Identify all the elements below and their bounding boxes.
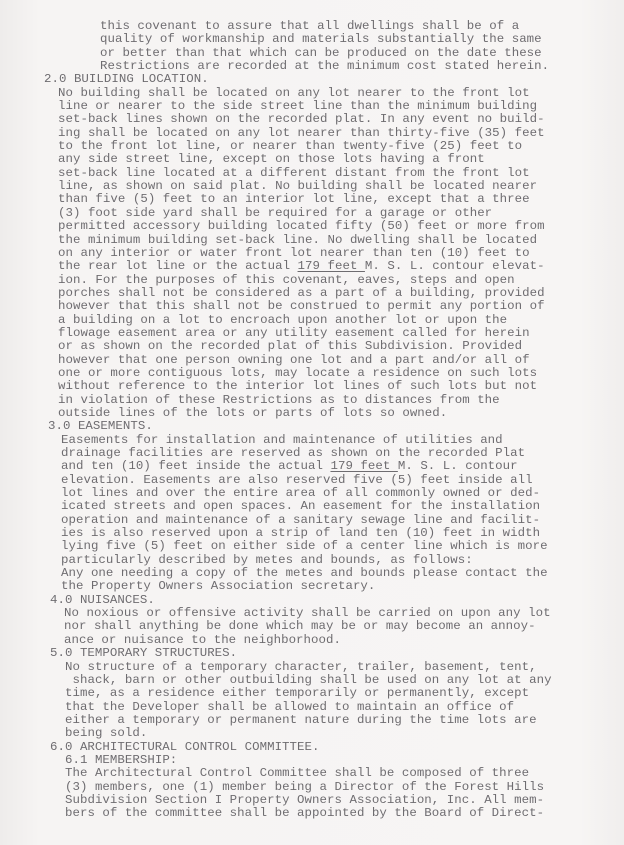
document-body xyxy=(0,20,624,821)
text-line: elevation. Easements are also reserved five (5) feet inside all xyxy=(61,472,533,487)
section-heading: 4.0 NUISANCES. xyxy=(50,592,155,607)
text-line: to the front lot line, or nearer than twenty-five (25) feet to xyxy=(58,139,523,154)
text-line: icated streets and open spaces. An easement for the installation xyxy=(61,499,541,514)
text-line: any side street line, except on those lots having a front xyxy=(58,152,485,167)
text-line: flowage easement area or any utility easement called for herein xyxy=(58,325,530,340)
text-line: (3) foot side yard shall be required for a garage or other xyxy=(58,205,493,220)
text-line: No building shall be located on any lot nearer to the front lot xyxy=(58,85,530,100)
text-line: lying five (5) feet on either side of a center line which is more xyxy=(61,539,548,554)
section-nuisances xyxy=(0,594,624,647)
text-line: Subdivision Section I Property Owners Association, Inc. All mem- xyxy=(65,792,545,807)
text-line: No structure of a temporary character, trailer, basement, tent, xyxy=(65,659,537,674)
text-line: No noxious or offensive activity shall be carried on upon any lot xyxy=(64,606,551,621)
text-line: in violation of these Restrictions as to distances from the xyxy=(58,392,500,407)
section-temporary-structures xyxy=(0,647,624,740)
intro-paragraph xyxy=(0,20,624,73)
text-line: set-back lines shown on the recorded plat. In any event no build- xyxy=(58,112,545,127)
section-heading: 2.0 BUILDING LOCATION. xyxy=(44,72,209,87)
text-line: lot lines and over the entire area of all commonly owned or ded- xyxy=(61,486,541,501)
text-line: ing shall be located on any lot nearer than thirty-five (35) feet xyxy=(58,125,545,140)
section-building-location xyxy=(0,73,624,420)
text-line: being sold. xyxy=(65,726,148,741)
text-line: a building on a lot to encroach upon another lot or upon the xyxy=(58,312,508,327)
text-line: ies is also reserved upon a strip of land ten (10) feet in width xyxy=(61,526,541,541)
text-segment: the rear lot line or the actual xyxy=(58,259,298,274)
text-line: Restrictions are recorded at the minimum cost stated herein. xyxy=(100,59,550,74)
text-line: quality of workmanship and materials substantially the same xyxy=(100,32,542,47)
subsection-heading: 6.1 MEMBERSHIP: xyxy=(65,752,178,767)
text-line: Any one needing a copy of the metes and bounds please contact the xyxy=(61,566,548,581)
text-line: outside lines of the lots or parts of lots so owned. xyxy=(58,405,448,420)
text-line: drainage facilities are reserved as shown on the recorded Plat xyxy=(61,446,526,460)
text-line: the minimum building set-back line. No dwelling shall be located xyxy=(58,232,538,247)
section-heading: 3.0 EASEMENTS. xyxy=(48,419,153,434)
text-line: set-back line located at a different distant from the front lot xyxy=(58,165,530,180)
section-heading: 5.0 TEMPORARY STRUCTURES. xyxy=(50,646,238,661)
section-easements xyxy=(0,420,624,593)
text-line: however that this shall not be construed to permit any portion of xyxy=(58,299,545,314)
text-segment: and ten (10) feet inside the actual xyxy=(61,459,331,474)
text-line: the Property Owners Association secretary. xyxy=(61,579,376,594)
text-line: however that one person owning one lot and a part and/or all of xyxy=(58,352,530,367)
text-line: without reference to the interior lot lines of such lots but not xyxy=(58,379,538,394)
text-line: than five (5) feet to an interior lot line, except that a three xyxy=(58,192,530,207)
text-line: line or nearer to the side street line than the minimum building xyxy=(58,99,538,114)
text-line: nor shall anything be done which may be or may become an annoy- xyxy=(64,619,536,634)
text-line-with-underline xyxy=(0,460,624,473)
underlined-elevation: 179 feet xyxy=(330,459,398,474)
text-line: or as shown on the recorded plat of this Subdivision. Provided xyxy=(58,339,523,354)
text-line-with-underline xyxy=(0,260,624,273)
text-line: this covenant to assure that all dwellings shall be of a xyxy=(100,19,520,33)
text-line: porches shall not be considered as a part of a building, provided xyxy=(58,285,545,300)
text-line: The Architectural Control Committee shall be composed of three xyxy=(65,766,530,781)
text-line: shack, barn or other outbuilding shall be used on any lot at any xyxy=(65,672,552,687)
text-segment: M. S. L. contour elevat- xyxy=(364,259,545,274)
text-line: one or more contiguous lots, may locate a residence on such lots xyxy=(58,365,538,380)
text-line: particularly described by metes and bounds, as follows: xyxy=(61,552,473,567)
text-line: (3) members, one (1) member being a Director of the Forest Hills xyxy=(65,779,545,794)
text-line: ion. For the purposes of this covenant, eaves, steps and open xyxy=(58,272,515,287)
section-heading: 6.0 ARCHITECTURAL CONTROL COMMITTEE. xyxy=(50,739,320,754)
text-line: operation and maintenance of a sanitary sewage line and facilit- xyxy=(61,512,541,527)
text-line: that the Developer shall be allowed to maintain an office of xyxy=(65,699,515,714)
text-line: time, as a residence either temporarily or permanently, except xyxy=(65,686,530,701)
text-line: or better than that which can be produced on the date these xyxy=(100,45,542,60)
text-line: ance or nuisance to the neighborhood. xyxy=(64,632,341,647)
text-line: bers of the committee shall be appointed by the Board of Direct- xyxy=(65,806,545,821)
text-line: line, as shown on said plat. No building shall be located nearer xyxy=(58,179,538,194)
text-line: either a temporary or permanent nature during the time lots are xyxy=(65,712,537,727)
text-line: permitted accessory building located fifty (50) feet or more from xyxy=(58,219,545,234)
text-segment: M. S. L. contour xyxy=(397,459,518,474)
section-architectural-control-committee xyxy=(0,741,624,821)
underlined-elevation: 179 feet xyxy=(297,259,365,274)
text-line: Easements for installation and maintenance of utilities and xyxy=(61,432,503,447)
text-line: on any interior or water front lot nearer than ten (10) feet to xyxy=(58,245,530,260)
